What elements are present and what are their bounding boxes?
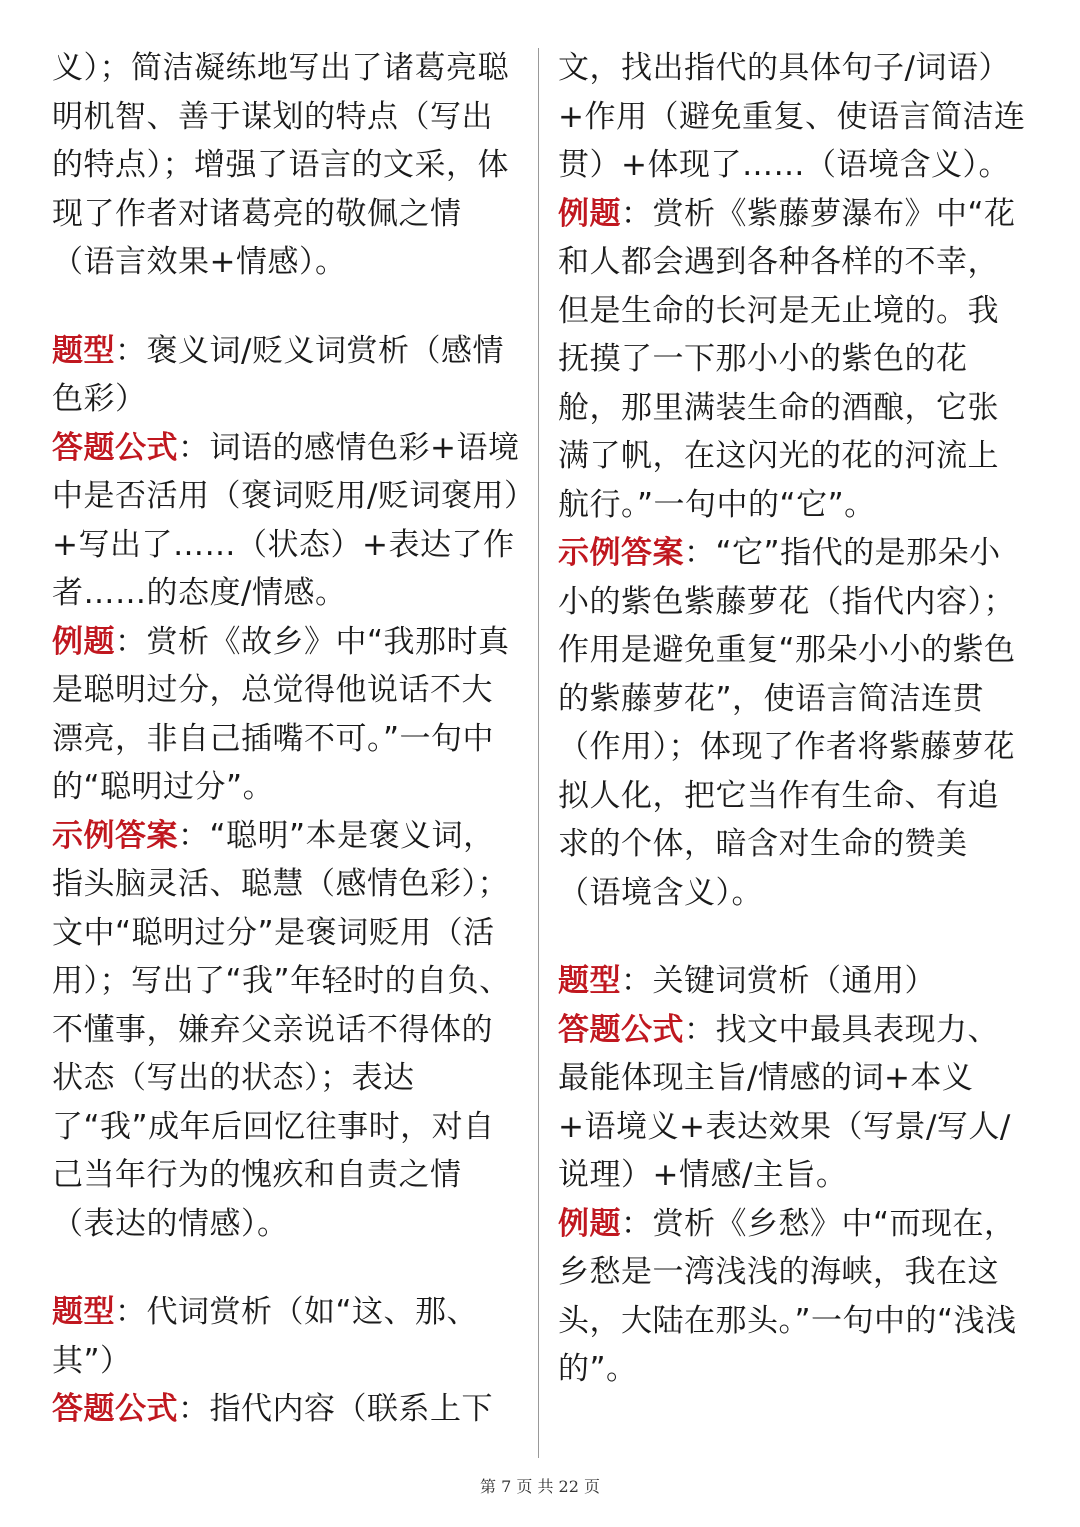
answer-formula-label: 答题公式 <box>558 1011 684 1048</box>
example-question-label: 例题 <box>52 623 115 660</box>
question-type <box>52 327 522 424</box>
answer-formula <box>558 1006 1028 1200</box>
example-question-text: ：赏析《故乡》中“我那时真是聪明过分，总觉得他说话不大漂亮，非自己插嘴不可。”一句中的“聪明过分”。 <box>52 623 510 805</box>
question-type-label: 题型 <box>52 1294 115 1330</box>
example-question-text: ：赏析《紫藤萝瀑布》中“花和人都会遇到各种各样的不幸，但是生命的长河是无止境的。我抚摸了一下那小小的紫色的花舱，那里满装生命的酒酿，它张满了帆，在这闪光的花的河流上航行。”一句中的“它”。 <box>558 195 1016 523</box>
paragraph-text: 文，找出指代的具体句子/词语）+作用（避免重复、使语言简洁连贯）+体现了……（语境含义）。 <box>558 50 1026 183</box>
paragraph <box>558 44 1028 190</box>
answer-formula-label: 答题公式 <box>52 429 178 466</box>
right-column <box>558 44 1028 1394</box>
sample-answer-label: 示例答案 <box>52 817 178 854</box>
answer-formula-text: ：找文中最具表现力、最能体现主旨/情感的词+本义+语境义+表达效果（写景/写人/说理）+情感/主旨。 <box>558 1011 1011 1193</box>
example-question <box>52 618 522 812</box>
question-type-label: 题型 <box>52 332 115 369</box>
sample-answer <box>558 529 1028 917</box>
answer-formula <box>52 424 522 618</box>
paragraph-gap <box>52 1248 522 1288</box>
paragraph-gap <box>558 917 1028 957</box>
left-column <box>52 44 522 1434</box>
sample-answer-text: ：“它”指代的是那朵小小的紫色紫藤萝花（指代内容）；作用是避免重复“那朵小小的紫色的紫藤萝花”，使语言简洁连贯（作用）；体现了作者将紫藤萝花拟人化，把它当作有生命、有追求的个体，暗含对生命的赞美（语境含义）。 <box>558 535 1016 911</box>
question-type <box>558 957 1028 1006</box>
question-type-text: ：关键词赏析（通用） <box>621 963 936 999</box>
paragraph <box>52 44 522 287</box>
answer-formula-text: ：指代内容（联系上下 <box>178 1391 493 1427</box>
column-divider <box>538 48 539 1458</box>
example-question-text: ：赏析《乡愁》中“而现在，乡愁是一湾浅浅的海峡，我在这头，大陆在那头。”一句中的“浅浅的”。 <box>558 1205 1017 1387</box>
sample-answer <box>52 812 522 1249</box>
paragraph-text: 义）；简洁凝练地写出了诸葛亮聪明机智、善于谋划的特点（写出的特点）；增强了语言的文采，体现了作者对诸葛亮的敬佩之情（语言效果+情感）。 <box>52 50 509 280</box>
question-type-label: 题型 <box>558 963 621 999</box>
question-type <box>52 1288 522 1385</box>
sample-answer-text: ：“聪明”本是褒义词，指头脑灵活、聪慧（感情色彩）；文中“聪明过分”是褒词贬用（活用）；写出了“我”年轻时的自负、不懂事，嫌弃父亲说话不得体的状态（写出的状态）；表达了“我”成年后回忆往事时，对自己当年行为的愧疚和自责之情（表达的情感）。 <box>52 817 511 1242</box>
question-type-text: ：代词赏析（如“这、那、其”） <box>52 1294 479 1379</box>
example-question-label: 例题 <box>558 1205 621 1242</box>
sample-answer-label: 示例答案 <box>558 535 684 571</box>
answer-formula-text: ：词语的感情色彩+语境中是否活用（褒词贬用/贬词褒用）+写出了……（状态）+表达了作者……的态度/情感。 <box>52 429 520 611</box>
paragraph-gap <box>52 287 522 327</box>
page-number-footer: 第 7 页 共 22 页 <box>480 1477 600 1496</box>
answer-formula-label: 答题公式 <box>52 1391 178 1427</box>
example-question <box>558 190 1028 530</box>
example-question-label: 例题 <box>558 195 621 232</box>
question-type-text: ：褒义词/贬义词赏析（感情色彩） <box>52 332 504 417</box>
answer-formula <box>52 1385 522 1434</box>
example-question <box>558 1200 1028 1394</box>
